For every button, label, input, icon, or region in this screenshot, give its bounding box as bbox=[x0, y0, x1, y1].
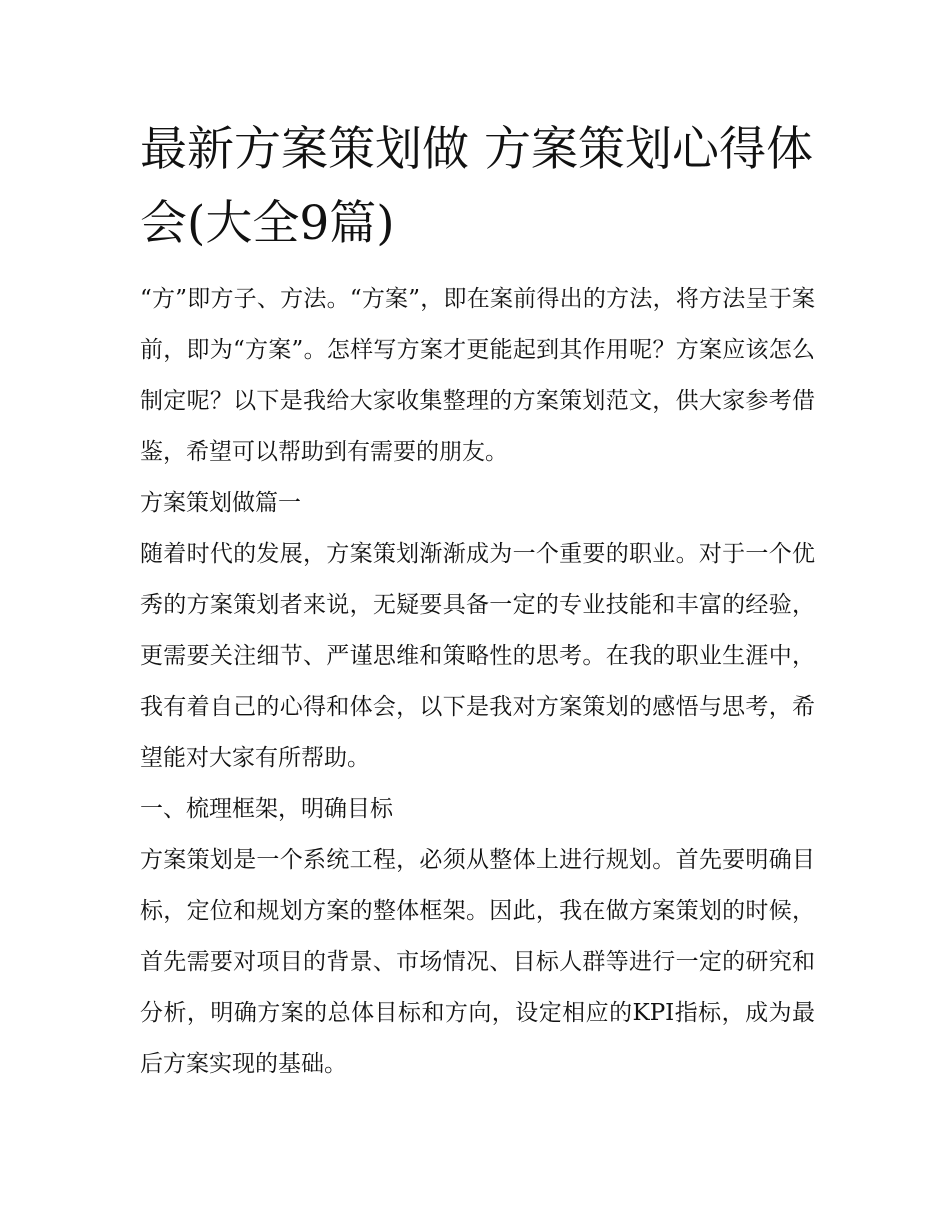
section-heading-part-one: 方案策划做篇一 bbox=[140, 490, 301, 516]
subheading-framework: 一、梳理框架，明确目标 bbox=[140, 796, 393, 822]
document-title: 最新方案策划做 方案策划心得体会(大全9篇) bbox=[140, 122, 813, 251]
body-paragraph: 随着时代的发展，方案策划渐渐成为一个重要的职业。对于一个优秀的方案策划者来说，无疑要具备一定的专业技能和丰富的经验，更需要关注细节、严谨思维和策略性的思考。在我的职业生涯中，我有着自己的心得和体会，以下是我对方案策划的感悟与思考，希望能对大家有所帮助。 bbox=[140, 541, 815, 771]
intro-paragraph: “方”即方子、方法。“方案”，即在案前得出的方法，将方法呈于案前，即为“方案”。怎样写方案才更能起到其作用呢？方案应该怎么制定呢？以下是我给大家收集整理的方案策划范文，供大家参考借鉴，希望可以帮助到有需要的朋友。 bbox=[140, 286, 815, 465]
document-body bbox=[140, 274, 815, 1090]
body-paragraph: 方案策划是一个系统工程，必须从整体上进行规划。首先要明确目标，定位和规划方案的整体框架。因此，我在做方案策划的时候，首先需要对项目的背景、市场情况、目标人群等进行一定的研究和分析，明确方案的总体目标和方向，设定相应的KPI指标，成为最后方案实现的基础。 bbox=[140, 847, 815, 1077]
